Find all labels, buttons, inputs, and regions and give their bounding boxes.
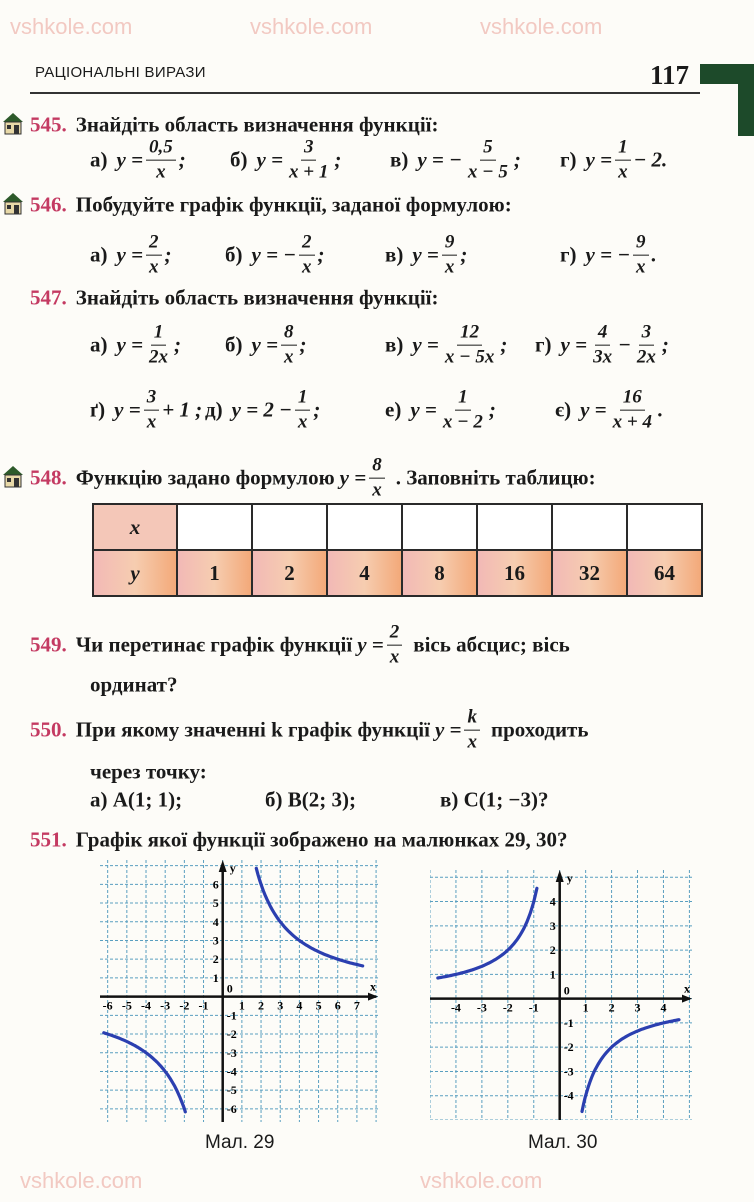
exercise-item (225, 232, 325, 279)
formula (580, 387, 663, 434)
formula (561, 322, 669, 369)
formula (586, 232, 657, 279)
item-label: є) (555, 397, 572, 422)
formula-text: ; (500, 332, 508, 357)
item-label: б) (225, 242, 243, 267)
table-cell-value: 16 (477, 550, 552, 596)
item-label: е) (385, 397, 402, 422)
formula (417, 137, 521, 184)
exercise-item (90, 322, 181, 369)
task-text: через точку: (90, 759, 207, 784)
fraction (387, 622, 403, 669)
fraction (286, 137, 331, 184)
denominator: x (297, 411, 308, 433)
y-axis-label: y (229, 861, 236, 875)
y-tick-label: 6 (212, 877, 219, 892)
x-tick-label: -3 (160, 998, 171, 1013)
denominator: x − 2 (442, 411, 483, 433)
numerator: 2 (387, 622, 403, 646)
fraction (144, 387, 160, 434)
formula-text: y = 2 − (231, 397, 292, 422)
task-text-continued (90, 760, 207, 785)
x-axis-label: x (370, 979, 376, 994)
numerator: 9 (633, 232, 649, 256)
formula-text: y = (116, 147, 144, 172)
hyperbola-branch (256, 868, 362, 966)
numerator: k (464, 707, 480, 731)
fraction (465, 137, 511, 184)
formula-text: y = − (251, 242, 297, 267)
table-cell-input[interactable] (402, 504, 477, 550)
formula-text: y = (339, 465, 367, 490)
task-548-statement (30, 455, 596, 502)
exercise-item (205, 387, 320, 434)
numerator: 1 (295, 387, 311, 411)
formula-text: ; (661, 332, 669, 357)
x-tick-label: 2 (258, 998, 265, 1013)
watermark-text: vshkole.com (420, 1168, 543, 1193)
y-tick-label: 2 (549, 943, 556, 958)
formula (257, 137, 342, 184)
item-label: б) (225, 332, 243, 357)
hyperbola-branch (582, 1020, 679, 1112)
page-number: 117 (650, 60, 690, 90)
denominator: x (156, 161, 166, 183)
formula-text: ; (178, 147, 186, 172)
table-cell-input[interactable] (327, 504, 402, 550)
x-tick-label: -1 (198, 998, 209, 1013)
exercise-item (560, 232, 657, 279)
formula (117, 322, 182, 369)
y-tick-label: 5 (212, 896, 219, 911)
y-tick-label: 4 (212, 914, 219, 929)
y-tick-label: 3 (549, 918, 556, 933)
exercise-item (90, 137, 186, 184)
formula-text: y = (251, 332, 279, 357)
table-cell-value: 4 (327, 550, 402, 596)
table-cell-input[interactable] (477, 504, 552, 550)
formula-text: y = (580, 397, 607, 422)
fraction (633, 232, 649, 279)
task-text: При якому значенні k графік функції (75, 717, 430, 742)
task-number: 551. (30, 827, 67, 852)
task-546-statement (30, 193, 512, 218)
formula-text: ; (460, 242, 468, 267)
x-axis-label: x (684, 981, 690, 996)
denominator: x (636, 256, 646, 278)
formula-text: y = (434, 717, 462, 742)
task-text-after: . Заповніть таблицю: (395, 465, 596, 490)
watermark-text: vshkole.com (20, 1168, 143, 1193)
exercise-item (560, 137, 667, 184)
numerator: 1 (151, 322, 167, 346)
value-table (92, 503, 703, 597)
task-number: 549. (30, 632, 67, 657)
y-tick-label: 1 (549, 967, 556, 982)
formula (586, 137, 668, 184)
table-cell-value: 1 (177, 550, 252, 596)
fraction (299, 232, 315, 279)
numerator: 3 (144, 387, 160, 411)
task-text: Побудуйте графік функції, заданої формулою: (75, 192, 512, 217)
watermark-text: vshkole.com (10, 14, 133, 39)
task-text: Чи перетинає графік функції (75, 632, 353, 657)
formula-text: y = (585, 147, 613, 172)
denominator: 3x (593, 346, 613, 368)
row-header-y: y (93, 550, 177, 596)
item-label: в) (385, 242, 404, 267)
denominator: 2x (636, 346, 656, 368)
hyperbola-branch (104, 1033, 186, 1112)
denominator: x − 5 (467, 161, 508, 183)
exercise-item (385, 232, 467, 279)
denominator: x + 4 (612, 411, 652, 433)
item-label: а) (90, 242, 108, 267)
formula-text: y = (410, 397, 437, 422)
numerator: 1 (455, 387, 471, 411)
x-tick-label: -6 (102, 998, 113, 1013)
denominator: x (389, 646, 400, 668)
denominator: x − 5x (444, 346, 495, 368)
formula-text: y = − (417, 147, 462, 172)
option-text: в) C(1; −3)? (440, 787, 549, 812)
formula (232, 387, 321, 434)
item-label: б) (230, 147, 248, 172)
fraction (634, 322, 659, 369)
task-text-after: вісь абсцис; вісь (413, 632, 570, 657)
y-tick-label: 4 (549, 894, 556, 909)
figure-graph-2 (430, 870, 692, 1120)
y-tick-label: -6 (226, 1101, 237, 1116)
formula (117, 232, 172, 279)
x-tick-label: 3 (634, 1000, 641, 1015)
formula-text: y = (116, 242, 144, 267)
task-number: 547. (30, 285, 67, 310)
formula-text: ; (488, 397, 496, 422)
item-label: а) (90, 332, 108, 357)
figure-graph-1 (100, 860, 378, 1122)
fraction (146, 322, 171, 369)
numerator: 5 (480, 137, 496, 161)
x-tick-label: -3 (476, 1000, 487, 1015)
exercise-item (90, 387, 202, 434)
formula-text: − (618, 332, 631, 357)
exercise-item (225, 322, 307, 369)
x-tick-label: 3 (277, 998, 284, 1013)
numerator: 8 (369, 455, 385, 479)
y-tick-label: -3 (226, 1045, 237, 1060)
formula-text: + 1 ; (162, 397, 203, 422)
option-text: а) A(1; 1); (90, 787, 183, 812)
denominator: x (149, 256, 159, 278)
task-text: Графік якої функції зображено на малюнках 29, 30? (75, 827, 568, 852)
fraction (442, 322, 498, 369)
fraction (440, 387, 486, 434)
fraction (281, 322, 297, 369)
y-tick-label: 3 (212, 933, 219, 948)
formula-text: . (657, 397, 664, 422)
task-text: Функцію задано формулою (75, 465, 335, 490)
header-divider (30, 92, 700, 94)
x-tick-label: 4 (296, 998, 303, 1013)
formula-text: . (651, 242, 657, 267)
numerator: 8 (281, 322, 297, 346)
watermark-text: vshkole.com (480, 14, 603, 39)
formula-text: ; (317, 242, 325, 267)
formula (357, 622, 405, 669)
table-cell-input[interactable] (252, 504, 327, 550)
home-task-icon (2, 464, 24, 488)
formula-text: y = (357, 632, 384, 657)
table-cell-input[interactable] (177, 504, 252, 550)
formula-text: y = (412, 332, 439, 357)
formula-text: − 2. (633, 147, 668, 172)
x-tick-label: 1 (238, 998, 245, 1013)
table-cell-input[interactable] (627, 504, 702, 550)
x-tick-label: -1 (528, 1000, 539, 1015)
formula (412, 322, 507, 369)
formula-text: ; (299, 332, 307, 357)
formula-text: ; (313, 397, 321, 422)
y-tick-label: -4 (563, 1088, 574, 1103)
x-tick-label: -2 (502, 1000, 513, 1015)
chapter-tab-edge (738, 64, 754, 136)
row-header-x: x (93, 504, 177, 550)
origin-label: 0 (563, 983, 570, 998)
task-text: ординат? (90, 672, 178, 697)
home-task-icon (2, 111, 24, 135)
exercise-item (90, 232, 172, 279)
exercise-item (555, 387, 663, 434)
y-tick-label: 2 (212, 952, 219, 967)
y-tick-label: -1 (563, 1015, 574, 1030)
x-tick-label: -5 (121, 998, 132, 1013)
x-tick-label: 4 (660, 1000, 667, 1015)
task-text: Знайдіть область визначення функції: (75, 285, 439, 310)
numerator: 16 (620, 387, 645, 411)
origin-label: 0 (226, 981, 233, 996)
x-tick-label: -4 (141, 998, 152, 1013)
numerator: 2 (146, 232, 162, 256)
y-tick-label: -2 (226, 1027, 237, 1042)
table-cell-value: 32 (552, 550, 627, 596)
y-tick-label: 1 (212, 970, 219, 985)
item-label: г) (560, 147, 577, 172)
numerator: 0,5 (146, 137, 176, 161)
formula-text: ; (174, 332, 182, 357)
item-label: г) (535, 332, 552, 357)
table-row-y (93, 550, 702, 596)
denominator: x (467, 731, 477, 753)
task-547-statement (30, 286, 439, 311)
task-number: 550. (30, 717, 67, 742)
formula-text: y = (560, 332, 588, 357)
table-cell-input[interactable] (552, 504, 627, 550)
task-text-continued (90, 673, 178, 698)
numerator: 2 (299, 232, 315, 256)
task-number: 548. (30, 465, 67, 490)
x-axis-arrow (368, 993, 378, 1001)
denominator: 2x (149, 346, 169, 368)
task-text-after: проходить (490, 717, 589, 742)
formula-text: y = (114, 397, 141, 422)
item-label: ґ) (90, 397, 106, 422)
denominator: x (146, 411, 157, 433)
task-number: 546. (30, 192, 67, 217)
formula (114, 387, 202, 434)
denominator: x (284, 346, 294, 368)
x-tick-label: -4 (450, 1000, 461, 1015)
y-tick-label: -5 (226, 1083, 237, 1098)
fraction (146, 232, 162, 279)
option-text: б) B(2; 3); (265, 787, 356, 812)
formula-text: ; (164, 242, 172, 267)
formula (252, 322, 307, 369)
table-cell-value: 2 (252, 550, 327, 596)
fraction (464, 707, 480, 754)
formula-text: y = (256, 147, 284, 172)
item-label: г) (560, 242, 577, 267)
y-tick-label: -1 (226, 1008, 237, 1023)
formula (410, 387, 496, 434)
x-tick-label: 6 (334, 998, 341, 1013)
point-option (265, 788, 356, 813)
x-tick-label: 2 (608, 1000, 615, 1015)
formula-text: ; (334, 147, 342, 172)
table-cell-value: 64 (627, 550, 702, 596)
formula (252, 232, 325, 279)
item-label: д) (205, 397, 223, 422)
task-550-statement (30, 707, 588, 754)
exercise-item (385, 387, 496, 434)
item-label: в) (390, 147, 409, 172)
denominator: x + 1 (289, 161, 329, 183)
denominator: x (444, 256, 455, 278)
task-number: 545. (30, 112, 67, 137)
fraction (295, 387, 311, 434)
formula (117, 137, 186, 184)
x-tick-label: 7 (353, 998, 360, 1013)
task-545-statement (30, 113, 439, 138)
fraction (610, 387, 655, 434)
running-header: РАЦІОНАЛЬНІ ВИРАЗИ (35, 64, 206, 81)
exercise-item (230, 137, 341, 184)
item-label: в) (385, 332, 404, 357)
x-tick-label: 5 (315, 998, 322, 1013)
y-axis-label: y (566, 871, 573, 885)
fraction (369, 455, 385, 502)
point-option (440, 788, 548, 813)
figure-caption: Мал. 30 (528, 1132, 598, 1153)
formula-text: y = (412, 242, 439, 267)
formula-text: y = (116, 332, 144, 357)
fraction (146, 137, 176, 184)
denominator: x (302, 256, 312, 278)
y-tick-label: -3 (563, 1064, 574, 1079)
watermark-text: vshkole.com (250, 14, 373, 39)
formula (435, 707, 483, 754)
table-cell-value: 8 (402, 550, 477, 596)
task-551-statement (30, 828, 567, 853)
point-option (90, 788, 182, 813)
fraction (442, 232, 458, 279)
figure-caption: Мал. 29 (205, 1132, 275, 1153)
numerator: 3 (301, 137, 317, 161)
numerator: 3 (639, 322, 655, 346)
x-axis-arrow (682, 995, 692, 1003)
y-tick-label: -2 (563, 1040, 574, 1055)
table-row-x (93, 504, 702, 550)
exercise-item (385, 322, 507, 369)
y-tick-label: -4 (226, 1064, 237, 1079)
formula (412, 232, 467, 279)
item-label: а) (90, 147, 108, 172)
formula-text: y = − (585, 242, 631, 267)
home-task-icon (2, 191, 24, 215)
y-axis-arrow (556, 870, 564, 882)
numerator: 9 (442, 232, 458, 256)
formula (340, 455, 388, 502)
x-tick-label: 1 (582, 1000, 589, 1015)
fraction (590, 322, 615, 369)
exercise-item (535, 322, 669, 369)
formula-text: ; (513, 147, 521, 172)
x-tick-label: -2 (179, 998, 190, 1013)
denominator: x (372, 479, 382, 501)
numerator: 4 (595, 322, 611, 346)
denominator: x (618, 161, 628, 183)
task-text: Знайдіть область визначення функції: (75, 112, 439, 137)
numerator: 12 (457, 322, 482, 346)
exercise-item (390, 137, 521, 184)
fraction (615, 137, 631, 184)
task-549-statement (30, 622, 570, 669)
numerator: 1 (615, 137, 631, 161)
